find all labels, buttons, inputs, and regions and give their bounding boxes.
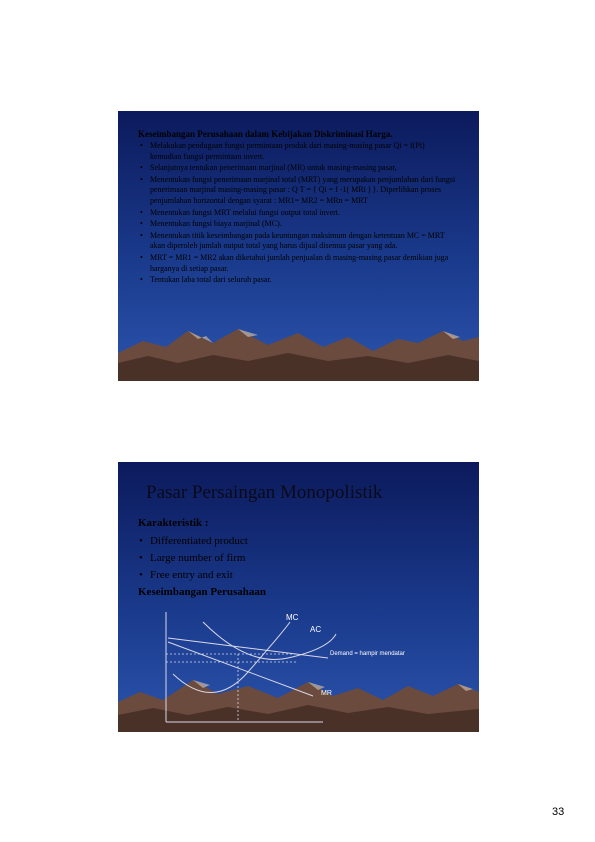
demand-curve: [168, 638, 328, 658]
slide2-title: Pasar Persaingan Monopolistik: [146, 482, 383, 503]
bullet-text: • Menentukan fungsi penerimaan marjinal total (MRT) yang merupakan penjumlahan dari fungsi penerimaan marjinal masing-masing pasar : Q T = { Qi = f -1( MRi ) }. Diperlihkan proses penjumlahan horizontal dengan syarat : MR1= MR2 = MRn = MRT: [150, 174, 456, 205]
list-item: [138, 253, 458, 274]
list-item: [138, 219, 458, 230]
mr-label: MR: [321, 690, 332, 697]
list-item: [138, 208, 458, 219]
list-item: [138, 231, 458, 252]
bullet-text: • Melakukan pendugaan fungsi permintaan produk dari masing-masing pasar Qi = f(Pi) kemudian fungsi permintaan invert.: [150, 141, 425, 161]
bullet-text: • Tentukan laba total dari seluruh pasar.: [150, 275, 272, 285]
list-item: • Free entry and exit: [138, 567, 248, 584]
keseimbangan-heading: Keseimbangan Perusahaan: [138, 586, 267, 598]
page-number: 33: [552, 806, 565, 818]
bullet-text: • MRT = MR1 = MR2 akan diketahui jumlah penjualan di masing-masing pasar demikian juga harganya di setiap pasar.: [150, 252, 449, 273]
monopolistic-equilibrium-diagram: [118, 462, 479, 732]
bullet-text: • Menentukan fungsi biaya marjinal (MC).: [150, 219, 282, 229]
mc-label: MC: [286, 613, 299, 622]
slide-monopolistik: [118, 462, 479, 732]
demand-label: Demand = hampir mendatar: [330, 651, 405, 657]
list-item: [138, 163, 458, 174]
mc-curve: [173, 622, 290, 693]
bullet-text: • Selanjutnya tentukan penerimaan marjinal (MR) untuk masing-masing pasar,: [150, 163, 397, 173]
karakteristik-heading: Karakteristik :: [138, 517, 209, 529]
slide1-bullet-list: [138, 141, 458, 287]
list-item: [138, 175, 458, 207]
ac-label: AC: [310, 625, 322, 634]
list-item: [138, 275, 458, 286]
list-item: [138, 141, 458, 162]
list-item: • Large number of firm: [138, 550, 248, 567]
list-item: • Differentiated product: [138, 533, 248, 550]
bullet-text: • Menentukan titik keseimbangan pada keuntungan maksimum dengan ketentuan MC = MRT akan diperoleh jumlah output total yang harus dijual disemua pasar yang ada.: [150, 230, 445, 251]
slide1-title: Keseimbangan Perusahaan dalam Kebijakan Diskriminasi Harga.: [138, 129, 393, 139]
slide-diskriminasi-harga: [118, 111, 479, 381]
bullet-text: • Menentukan fungsi MRT melalui fungsi output total invert.: [150, 207, 341, 217]
